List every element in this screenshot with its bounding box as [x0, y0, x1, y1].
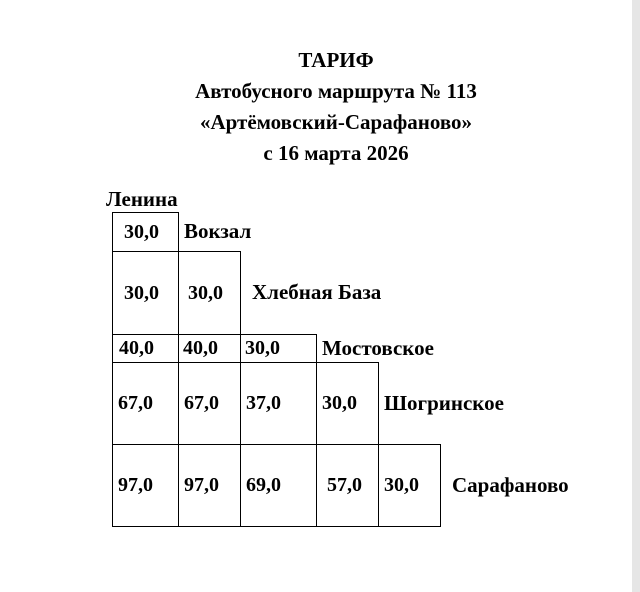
fare-cell: 40,0	[112, 334, 179, 363]
fare-cell: 30,0	[178, 251, 241, 335]
origin-stop-label: Ленина	[106, 187, 178, 211]
tariff-title: ТАРИФ	[298, 48, 374, 72]
fare-cell: 69,0	[240, 444, 317, 527]
fare-cell: 67,0	[112, 362, 179, 445]
fare-cell: 30,0	[112, 212, 179, 252]
fare-cell: 40,0	[178, 334, 241, 363]
stop-label: Хлебная База	[252, 280, 382, 304]
route-number: Автобусного маршрута № 113	[195, 79, 477, 103]
stop-label: Сарафаново	[452, 472, 569, 497]
effective-date: с 16 марта 2026	[263, 141, 409, 165]
stop-label: Вокзал	[184, 219, 252, 243]
fare-cell: 57,0	[316, 444, 379, 527]
fare-cell: 30,0	[316, 362, 379, 445]
tariff-header	[0, 45, 640, 169]
fare-cell: 97,0	[112, 444, 179, 527]
fare-cell: 37,0	[240, 362, 317, 445]
route-name: «Артёмовский-Сарафаново»	[199, 110, 473, 134]
fare-cell: 30,0	[112, 251, 179, 335]
fare-cell: 30,0	[240, 334, 317, 363]
fare-cell: 97,0	[178, 444, 241, 527]
fare-cell: 30,0	[378, 444, 441, 527]
stop-label: Шогринское	[384, 390, 504, 415]
stop-label: Мостовское	[322, 335, 434, 360]
fare-cell: 67,0	[178, 362, 241, 445]
